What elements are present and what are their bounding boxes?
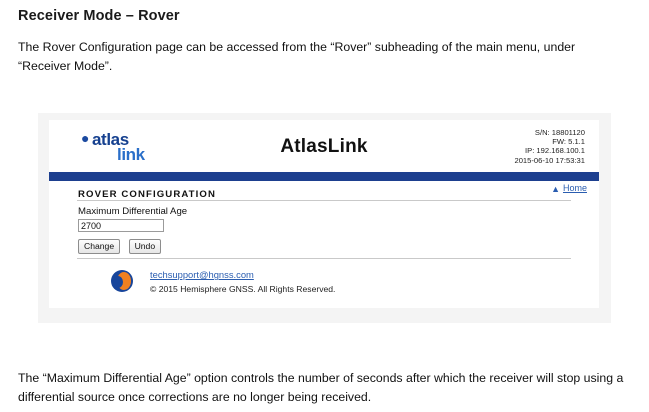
home-link-label[interactable]: Home bbox=[562, 183, 587, 193]
change-button[interactable]: Change bbox=[78, 239, 120, 254]
device-serial: S/N: 18801120 bbox=[534, 128, 585, 137]
page-title: Receiver Mode – Rover bbox=[18, 8, 180, 24]
device-info-block bbox=[514, 128, 585, 165]
form-button-row bbox=[78, 236, 165, 254]
intro-paragraph: The Rover Configuration page can be accessed from the “Rover” subheading of the main menu, under “Receiver Mode”. bbox=[18, 40, 576, 73]
ui-header bbox=[49, 120, 599, 172]
hemisphere-gnss-logo-icon bbox=[111, 270, 133, 292]
device-ip: IP: 192.168.100.1 bbox=[525, 146, 585, 156]
location-pin-icon: ● bbox=[81, 130, 90, 146]
ui-footer bbox=[77, 264, 571, 304]
device-timestamp: 2015-06-10 17:53:31 bbox=[514, 155, 585, 165]
logo-word-atlas: atlas bbox=[92, 130, 129, 149]
undo-button[interactable]: Undo bbox=[129, 239, 162, 254]
brand-title: AtlasLink bbox=[280, 136, 368, 157]
max-differential-age-input[interactable] bbox=[78, 219, 164, 232]
footer-divider bbox=[77, 258, 571, 259]
navigation-bar bbox=[49, 172, 599, 181]
section-heading: ROVER CONFIGURATION bbox=[78, 189, 216, 200]
device-web-ui bbox=[49, 120, 599, 308]
home-icon: ▲ bbox=[551, 184, 560, 194]
copyright-text: © 2015 Hemisphere GNSS. All Rights Reserved. bbox=[150, 284, 336, 294]
heading-divider bbox=[77, 200, 571, 201]
screenshot-figure bbox=[38, 113, 611, 323]
device-firmware: FW: 5.1.1 bbox=[552, 137, 585, 147]
support-email-link[interactable]: techsupport@hgnss.com bbox=[150, 269, 254, 280]
logo-word-link: link bbox=[117, 145, 145, 164]
max-differential-age-label: Maximum Differential Age bbox=[78, 206, 188, 217]
explanation-paragraph: The “Maximum Differential Age” option controls the number of seconds after which the receiver will stop using a differential source once corrections are no longer being received. bbox=[18, 371, 624, 404]
home-link-row[interactable] bbox=[551, 183, 587, 193]
